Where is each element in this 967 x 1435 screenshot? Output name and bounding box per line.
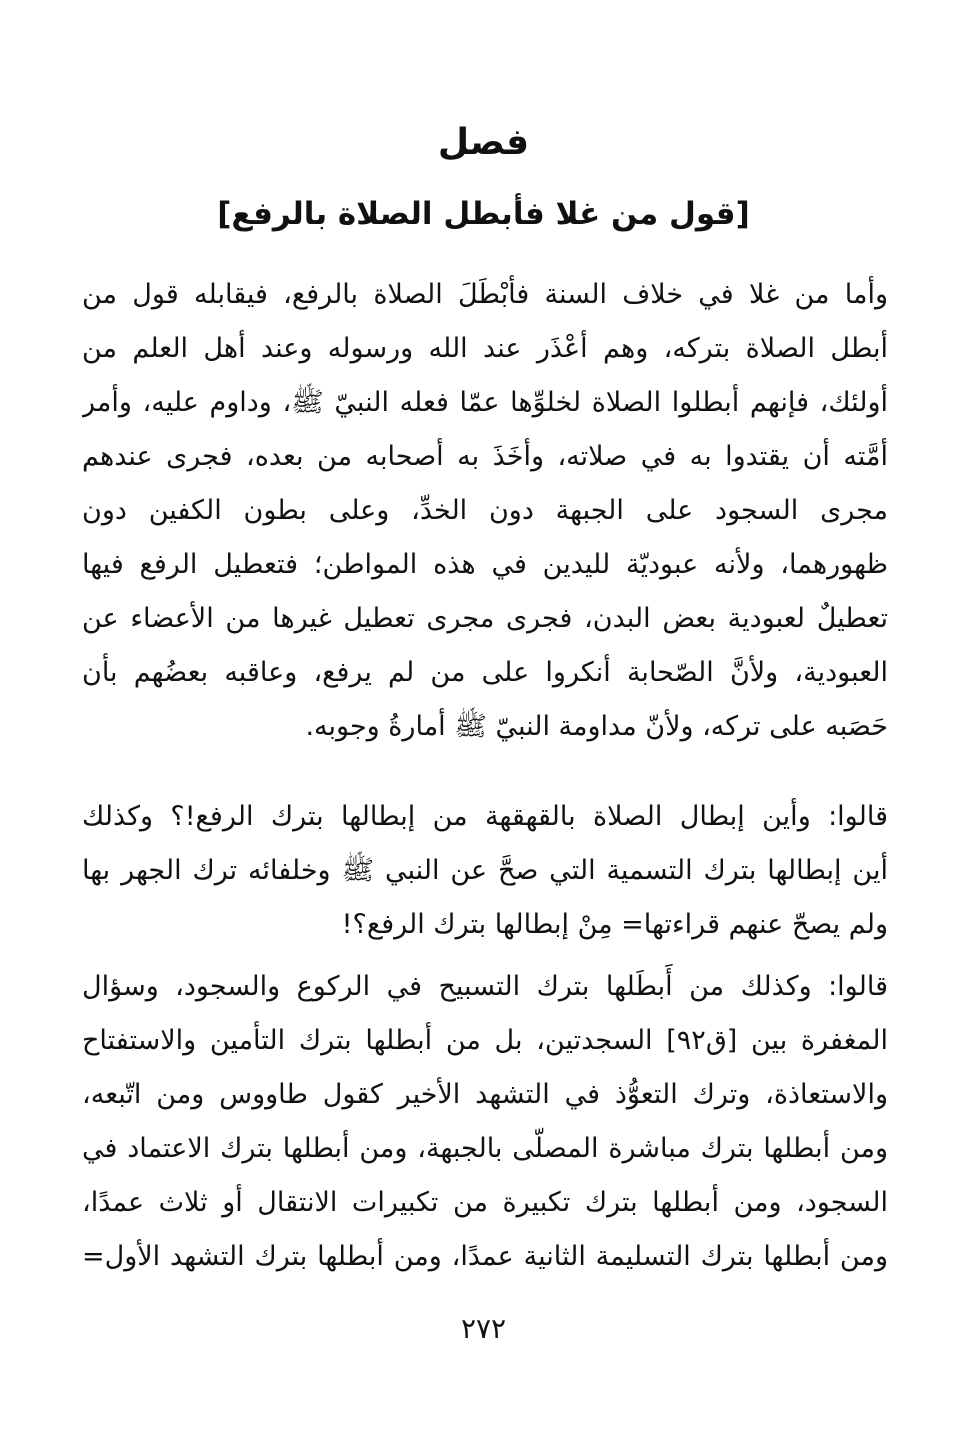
text-line: والاستعاذة، وترك التعوُّذ في التشهد الأخير كقول طاووس ومن اتّبعه، bbox=[82, 1079, 888, 1110]
text-line: تعطيلٌ لعبودية بعض البدن، فجرى مجرى تعطيل غيرها من الأعضاء عن bbox=[82, 603, 888, 634]
text-line: مجرى السجود على الجبهة دون الخدِّ، وعلى بطون الكفين دون bbox=[82, 495, 888, 526]
text-line: المغفرة بين [ق٩٢] السجدتين، بل من أبطلها بترك التأمين والاستفتاح bbox=[82, 1025, 888, 1056]
text-line: وأما من غلا في خلاف السنة فأبْطَلَ الصلاة بالرفع، فيقابله قول من bbox=[82, 279, 888, 310]
paragraph-1 bbox=[82, 268, 888, 754]
text-line: ومن أبطلها بترك التسليمة الثانية عمدًا، ومن أبطلها بترك التشهد الأول= bbox=[82, 1241, 888, 1272]
text-line: أولئك، فإنهم أبطلوا الصلاة لخلوِّها عمّا فعله النبيّ ﷺ، وداوم عليه، وأمر bbox=[82, 387, 888, 418]
text-line: العبودية، ولأنَّ الصّحابة أنكروا على من لم يرفع، وعاقبه بعضُهم بأن bbox=[82, 657, 888, 688]
section-title: فصل bbox=[437, 122, 530, 163]
text-line: أين إبطالها بترك التسمية التي صحَّ عن النبي ﷺ وخلفائه ترك الجهر بها bbox=[82, 855, 888, 886]
text-line: أمَّته أن يقتدوا به في صلاته، وأخَذَ به أصحابه من بعده، فجرى عندهم bbox=[82, 441, 888, 472]
section-subtitle: [قول من غلا فأبطل الصلاة بالرفع] bbox=[217, 196, 750, 232]
text-line: قالوا: وكذلك من أَبطَلها بترك التسبيح في الركوع والسجود، وسؤال bbox=[82, 971, 888, 1002]
text-line: حَصَبه على تركه، ولأنّ مداومة النبيّ ﷺ أمارةُ وجوبه. bbox=[305, 711, 888, 742]
text-line: السجود، ومن أبطلها بترك تكبيرة من تكبيرات الانتقال أو ثلاث عمدًا، bbox=[82, 1187, 888, 1218]
paragraph-2 bbox=[82, 790, 888, 952]
text-line: أبطل الصلاة بتركه، وهم أعْذَر عند الله ورسوله وعند أهل العلم من bbox=[82, 333, 888, 364]
text-line: ومن أبطلها بترك مباشرة المصلّى بالجبهة، ومن أبطلها بترك الاعتماد في bbox=[82, 1133, 888, 1164]
text-line: ولم يصحّ عنهم قراءتها= مِنْ إبطالها بترك الرفع؟! bbox=[341, 909, 888, 940]
page-number: ٢٧٢ bbox=[460, 1312, 507, 1345]
text-line: ظهورهما، ولأنه عبوديّة لليدين في هذه المواطن؛ فتعطيل الرفع فيها bbox=[82, 549, 888, 580]
paragraph-3 bbox=[82, 960, 888, 1284]
text-line: قالوا: وأين إبطال الصلاة بالقهقهة من إبطالها بترك الرفع!؟ وكذلك bbox=[82, 801, 888, 832]
